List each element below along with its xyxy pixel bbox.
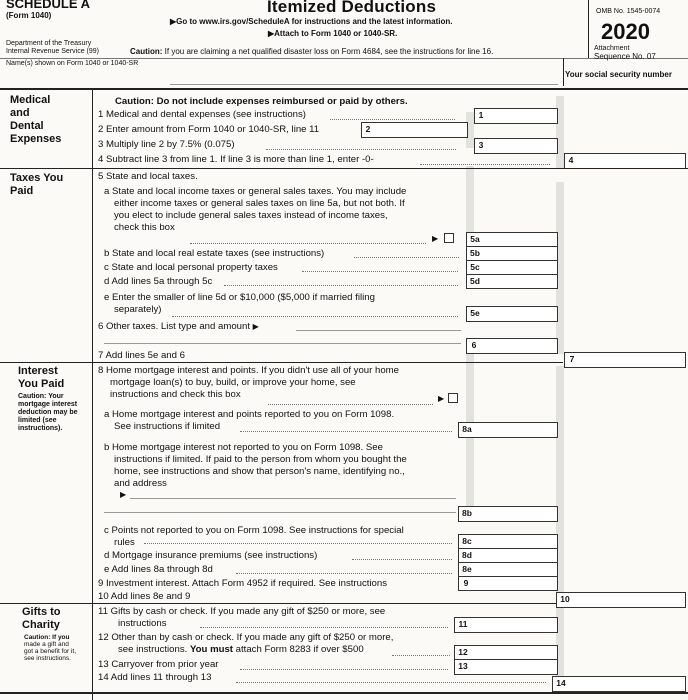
attachment-label: Attachment <box>594 45 630 52</box>
box-14-number: 14 <box>556 678 566 688</box>
line-12-label: 12 Other than by cash or check. If you made any gift of $250 or more, see instructions. You must attach Form 8283 if over $500 <box>98 632 394 655</box>
line-9-amount[interactable] <box>458 576 558 591</box>
interest-caution: Caution: Your mortgage interest deduction may be limited (see instructions). <box>18 393 78 432</box>
line-8e-label: e Add lines 8a through 8d <box>104 564 213 575</box>
box-8e-number: 8e <box>462 564 472 574</box>
line-6-type-field[interactable] <box>296 330 461 331</box>
line-6-label: 6 Other taxes. List type and amount ▶ <box>98 321 259 332</box>
box-8a-number: 8a <box>462 424 472 434</box>
arrow-icon: ▶ <box>120 490 127 499</box>
box-9-number: 9 <box>463 578 469 588</box>
line-14-label: 14 Add lines 11 through 13 <box>98 672 212 683</box>
line-10-amount[interactable] <box>556 592 686 608</box>
line-2-label: 2 Enter amount from Form 1040 or 1040-SR, line 11 <box>98 124 320 135</box>
section-gifts: Gifts to Charity <box>22 606 61 631</box>
line-10-label: 10 Add lines 8e and 9 <box>98 591 191 602</box>
box-8d-number: 8d <box>462 550 472 560</box>
section-interest: Interest You Paid <box>18 365 65 390</box>
line-5e-label: e Enter the smaller of line 5d or $10,000 ($5,000 if married filing separately) <box>104 292 375 315</box>
arrow-icon: ▶ <box>252 322 259 331</box>
section-medical: Medical and Dental Expenses <box>10 94 62 145</box>
sequence-number: Sequence No. 07 <box>594 52 656 61</box>
line-4-label: 4 Subtract line 3 from line 1. If line 3 is more than line 1, enter -0- <box>98 154 374 165</box>
line-8a-label: a Home mortgage interest and points reported to you on Form 1098. See instructions if limited <box>104 409 395 432</box>
box-3-number: 3 <box>478 140 484 150</box>
box-5d-number: 5d <box>470 276 480 286</box>
omb-number: OMB No. 1545-0074 <box>596 8 661 15</box>
dept-irs: Internal Revenue Service (99) <box>6 48 99 55</box>
line-5b-label: b State and local real estate taxes (see instructions) <box>104 248 325 259</box>
page-title: Itemized Deductions <box>267 0 437 16</box>
line-8b-address-field[interactable] <box>104 512 456 513</box>
arrow-icon: ▶ <box>170 17 177 26</box>
instructions-line-1: ▶Go to www.irs.gov/ScheduleA for instructions and the latest information. <box>170 17 453 26</box>
box-4-number: 4 <box>568 155 574 165</box>
line-3-label: 3 Multiply line 2 by 7.5% (0.075) <box>98 139 235 150</box>
form-ref: (Form 1040) <box>6 11 52 20</box>
box-11-number: 11 <box>458 619 468 629</box>
line-5c-label: c State and local personal property taxes <box>104 262 278 273</box>
line-6-type-field-2[interactable] <box>104 343 461 344</box>
line-1-label: 1 Medical and dental expenses (see instructions) <box>98 109 306 120</box>
box-1-number: 1 <box>478 110 484 120</box>
box-12-number: 12 <box>458 647 468 657</box>
box-13-number: 13 <box>458 661 468 671</box>
line-9-label: 9 Investment interest. Attach Form 4952 if required. See instructions <box>98 578 388 589</box>
line-8b-name-field[interactable] <box>130 498 456 499</box>
line-14-amount[interactable] <box>552 676 686 692</box>
box-5b-number: 5b <box>470 248 480 258</box>
instructions-line-2: ▶Attach to Form 1040 or 1040-SR. <box>268 29 398 38</box>
mortgage-checkbox[interactable] <box>448 393 458 403</box>
line-13-label: 13 Carryover from prior year <box>98 659 219 670</box>
line-8-label: 8 Home mortgage interest and points. If you didn't use all of your home mortgage loan(s) to buy, build, or improve your home, see instructions and check this box <box>98 365 400 400</box>
arrow-icon: ▶ <box>268 29 275 38</box>
ssn-field[interactable] <box>566 80 684 88</box>
names-label: Name(s) shown on Form 1040 or 1040-SR <box>6 60 139 67</box>
box-5a-number: 5a <box>470 234 480 244</box>
line-8b-label: b Home mortgage interest not reported to you on Form 1098. See instructions if limited. If paid to the person from whom you bought the home, see instructions and show that person's name, identifying no., and address <box>104 442 407 489</box>
schedule-label: SCHEDULE A <box>6 0 91 11</box>
gifts-caution: Caution: If you made a gift and got a benefit for it, see instructions. <box>24 634 77 662</box>
ssn-label: Your social security number <box>565 70 672 79</box>
box-8c-number: 8c <box>462 536 472 546</box>
medical-caution: Caution: Do not include expenses reimbursed or paid by others. <box>115 96 408 107</box>
line-5d-label: d Add lines 5a through 5c <box>104 276 213 287</box>
line-7-amount[interactable] <box>564 352 686 368</box>
box-2-number: 2 <box>365 124 371 134</box>
line-8c-label: c Points not reported to you on Form 1098. See instructions for special rules <box>104 525 404 548</box>
arrow-icon: ▶ <box>432 234 439 243</box>
dept-treasury: Department of the Treasury <box>6 40 92 47</box>
line-5a-label: a State and local income taxes or general sales taxes. You may include either income taxes or general sales taxes on line 5a, but not both. If you elect to include general sales taxes instead of income taxes, check this box <box>104 186 407 233</box>
sales-tax-checkbox[interactable] <box>444 233 454 243</box>
line-4-amount[interactable] <box>564 153 686 169</box>
line-11-label: 11 Gifts by cash or check. If you made any gift of $250 or more, see instructions <box>98 606 386 629</box>
line-7-label: 7 Add lines 5e and 6 <box>98 350 185 361</box>
line-8d-label: d Mortgage insurance premiums (see instructions) <box>104 550 318 561</box>
section-taxes: Taxes You Paid <box>10 172 64 197</box>
disaster-caution: Caution: If you are claiming a net qualified disaster loss on Form 4684, see the instructions for line 16. <box>130 47 494 56</box>
line-5-label: 5 State and local taxes. <box>98 171 198 182</box>
arrow-icon: ▶ <box>438 394 445 403</box>
box-8b-number: 8b <box>462 508 472 518</box>
line-2-amount[interactable] <box>361 122 468 138</box>
tax-year: 2020 <box>601 19 650 44</box>
box-5e-number: 5e <box>470 308 480 318</box>
box-6-number: 6 <box>471 340 477 350</box>
box-10-number: 10 <box>560 594 570 604</box>
box-5c-number: 5c <box>470 262 480 272</box>
name-field[interactable] <box>170 70 558 85</box>
box-7-number: 7 <box>569 354 575 364</box>
